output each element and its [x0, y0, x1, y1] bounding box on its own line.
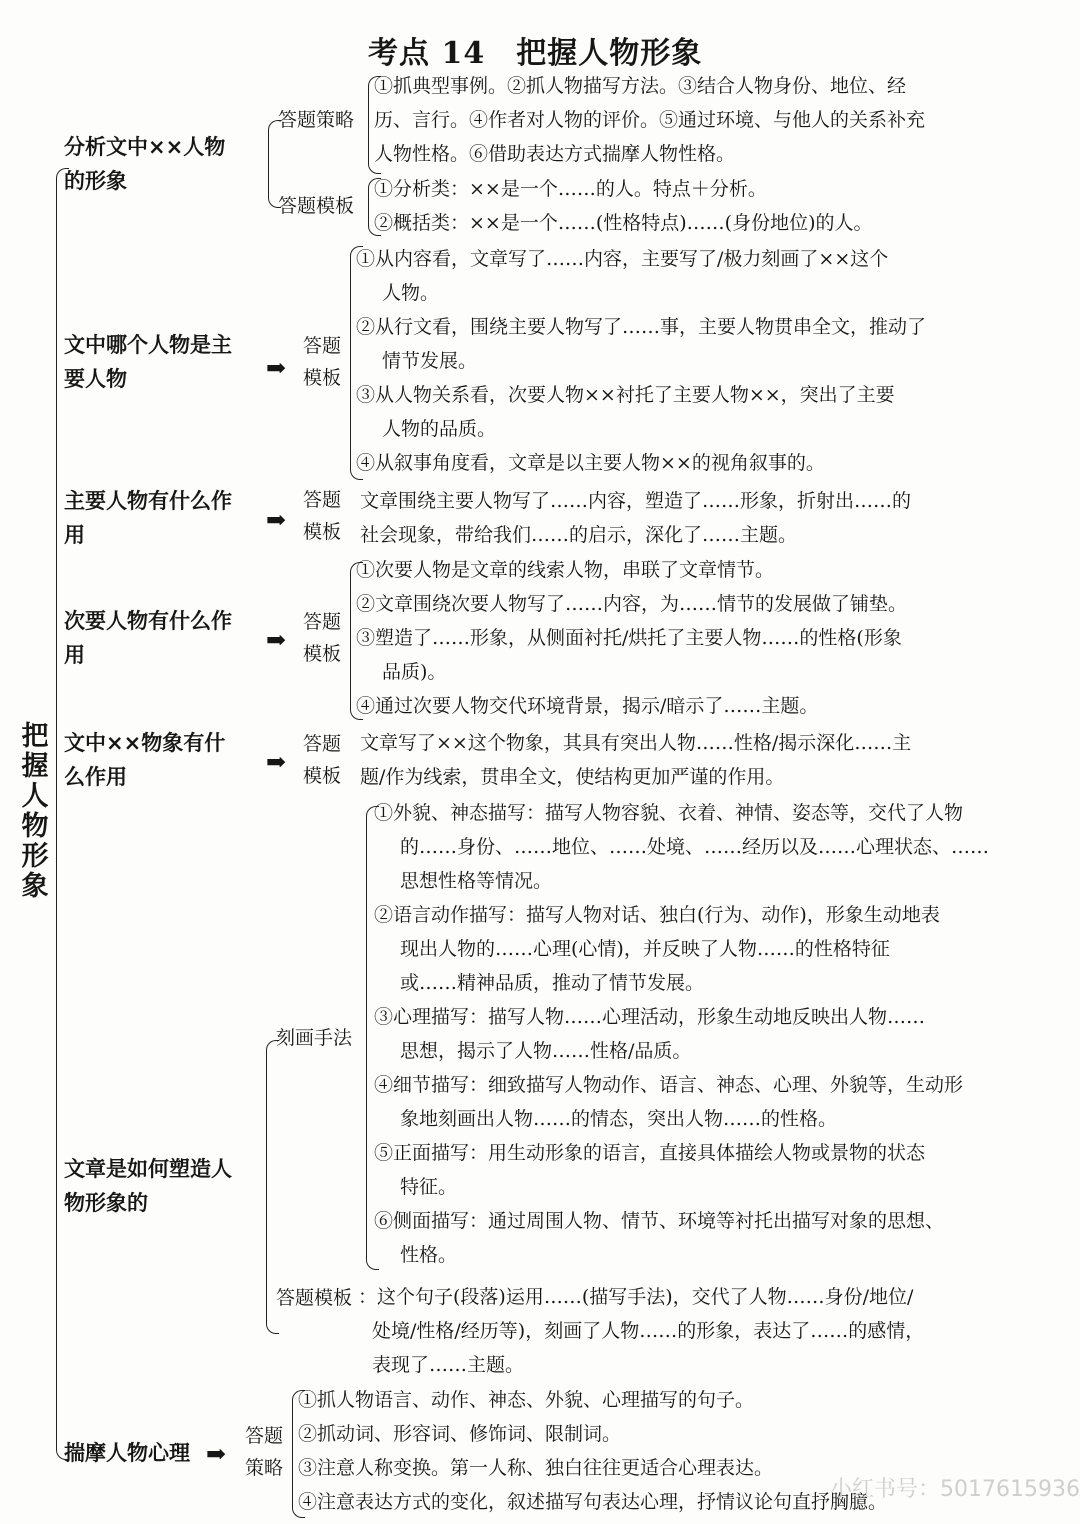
text-line: 思想，揭示了人物……性格/品质。: [400, 1040, 692, 1062]
s2-lines: [356, 242, 926, 480]
root-char: 形: [21, 841, 49, 872]
arrow-icon: ➡: [206, 1439, 227, 1468]
topic-main-character-role: [64, 484, 264, 552]
text-line: ④细节描写：细致描写人物动作、语言、神态、心理、外貌等，生动形: [374, 1074, 964, 1096]
text-line: ②从行文看，围绕主要人物写了……事，主要人物贯串全文，推动了: [356, 316, 927, 338]
topic-line: 用: [64, 643, 85, 667]
label-template: [300, 606, 344, 670]
text-line: 处境/性格/经历等)，刻画了人物……的形象，表达了……的感情，: [372, 1320, 925, 1342]
topic-line: 文章是如何塑造人: [64, 1157, 232, 1181]
text-line: 人物。: [382, 282, 440, 304]
label-char: 策略: [244, 1457, 283, 1479]
label-char: 模板: [302, 765, 341, 787]
root-char: 把: [21, 721, 49, 752]
s5-lines: [360, 726, 911, 794]
topic-line: 物形象的: [64, 1191, 148, 1215]
label-char: 答题: [302, 611, 341, 633]
text-line: 思想性格等情况。: [400, 870, 553, 892]
topic-analyze-character: [64, 130, 264, 198]
topic-shape-character: [64, 1152, 264, 1220]
label-char: 模板: [302, 367, 341, 389]
s1-template-lines: [374, 172, 873, 240]
topic-line: 分析文中××人物: [64, 135, 226, 159]
label-strategy: 答题策略: [278, 109, 355, 131]
s6-technique-lines: [374, 796, 989, 1272]
s4-lines: [356, 553, 907, 723]
text-line: 文章写了××这个物象，其具有突出人物……性格/揭示深化……主: [360, 732, 912, 754]
text-line: ②文章围绕次要人物写了……内容，为……情节的发展做了铺垫。: [356, 593, 908, 615]
label-template: [300, 728, 344, 792]
topic-line: 文中哪个人物是主: [64, 333, 232, 357]
text-line: ①抓典型事例。②抓人物描写方法。③结合人物身份、地位、经: [374, 75, 907, 97]
text-line: 历、言行。④作者对人物的评价。⑤通过环境、与他人的关系补充: [374, 109, 926, 131]
text-line: ④从叙事角度看，文章是以主要人物××的视角叙事的。: [356, 452, 825, 474]
label-template: 答题模板: [276, 1287, 353, 1309]
page-title: 考点 14 把握人物形象: [368, 36, 703, 71]
topic-line: 么作用: [64, 765, 127, 789]
text-line: 情节发展。: [382, 350, 478, 372]
text-line: 表现了……主题。: [372, 1354, 525, 1376]
s6-template-lines: [358, 1280, 924, 1382]
text-line: 题/作为线索，贯串全文，使结构更加严谨的作用。: [360, 766, 785, 788]
topic-line: 揣摩人物心理: [64, 1441, 190, 1465]
text-line: 象地刻画出人物……的情态，突出人物……的性格。: [400, 1108, 838, 1130]
label-char: 模板: [302, 643, 341, 665]
text-line: ①外貌、神态描写：描写人物容貌、衣着、神情、姿态等，交代了人物: [374, 802, 964, 824]
label-char: 模板: [302, 521, 341, 543]
topic-main-character: [64, 328, 264, 396]
text-line: ④注意表达方式的变化，叙述描写句表达心理，抒情议论句直抒胸臆。: [298, 1491, 888, 1513]
label-template: [300, 330, 344, 394]
text-line: ⑤正面描写：用生动形象的语言，直接具体描绘人物或景物的状态: [374, 1142, 926, 1164]
text-line: 特征。: [400, 1176, 458, 1198]
text-line: 的……身份、……地位、……处境、……经历以及……心理状态、……: [400, 836, 990, 858]
topic-object-role: [64, 726, 264, 794]
label-strategy: [242, 1420, 286, 1484]
topic-line: 用: [64, 523, 85, 547]
label-char: 答题: [302, 489, 341, 511]
text-line: ②抓动词、形容词、修饰词、限制词。: [298, 1423, 622, 1445]
text-line: ：这个句子(段落)运用……(描写手法)，交代了人物……身份/地位/: [358, 1286, 914, 1308]
label-char: 答题: [302, 335, 341, 357]
text-line: 文章围绕主要人物写了……内容，塑造了……形象，折射出……的: [360, 490, 912, 512]
topic-line: 要人物: [64, 367, 127, 391]
root-char: 握: [21, 751, 49, 782]
arrow-icon: ➡: [266, 353, 287, 382]
arrow-icon: ➡: [266, 747, 287, 776]
text-line: ④通过次要人物交代环境背景，揭示/暗示了……主题。: [356, 695, 819, 717]
text-line: ②语言动作描写：描写人物对话、独白(行为、动作)，形象生动地表: [374, 904, 940, 926]
text-line: 性格。: [400, 1244, 458, 1266]
text-line: 现出人物的……心理(心情)，并反映了人物……的性格特征: [400, 938, 890, 960]
text-line: 品质)。: [382, 661, 447, 683]
text-line: 社会现象，带给我们……的启示，深化了……主题。: [360, 524, 798, 546]
text-line: ③塑造了……形象，从侧面衬托/烘托了主要人物……的性格(形象: [356, 627, 902, 649]
label-template: [300, 484, 344, 548]
root-char: 人: [21, 781, 49, 812]
arrow-icon: ➡: [266, 505, 287, 534]
topic-line: 次要人物有什么作: [64, 609, 232, 633]
text-line: 人物的品质。: [382, 418, 497, 440]
topic-infer-psychology: [64, 1436, 227, 1470]
topic-line: 的形象: [64, 169, 127, 193]
root-char: 象: [21, 871, 49, 902]
text-line: 或……精神品质，推动了情节发展。: [400, 972, 705, 994]
s7-lines: [298, 1383, 887, 1519]
text-line: ①从内容看，文章写了……内容，主要写了/极力刻画了××这个: [356, 248, 889, 270]
label-technique: 刻画手法: [276, 1027, 353, 1049]
s1-strategy-lines: [374, 69, 925, 171]
label-template: 答题模板: [278, 195, 355, 217]
arrow-icon: ➡: [266, 625, 287, 654]
text-line: ①次要人物是文章的线索人物，串联了文章情节。: [356, 559, 775, 581]
root-label: [20, 722, 50, 902]
s3-lines: [360, 484, 911, 552]
topic-line: 主要人物有什么作: [64, 489, 232, 513]
text-line: ②概括类：××是一个……(性格特点)……(身份地位)的人。: [374, 212, 873, 234]
root-char: 物: [21, 811, 49, 842]
topic-minor-character-role: [64, 604, 264, 672]
label-char: 答题: [302, 733, 341, 755]
text-line: ①分析类：××是一个……的人。特点＋分析。: [374, 178, 767, 200]
text-line: ⑥侧面描写：通过周围人物、情节、环境等衬托出描写对象的思想、: [374, 1210, 945, 1232]
label-char: 答题: [244, 1425, 283, 1447]
watermark: 小红书号：5017615936: [830, 1477, 1080, 1502]
topic-line: 文中××物象有什: [64, 731, 226, 755]
text-line: ①抓人物语言、动作、神态、外貌、心理描写的句子。: [298, 1389, 755, 1411]
text-line: ③心理描写：描写人物……心理活动，形象生动地反映出人物……: [374, 1006, 926, 1028]
text-line: ③从人物关系看，次要人物××衬托了主要人物××，突出了主要: [356, 384, 895, 406]
text-line: 人物性格。⑥借助表达方式揣摩人物性格。: [374, 143, 736, 165]
text-line: ③注意人称变换。第一人称、独白往往更适合心理表达。: [298, 1457, 774, 1479]
